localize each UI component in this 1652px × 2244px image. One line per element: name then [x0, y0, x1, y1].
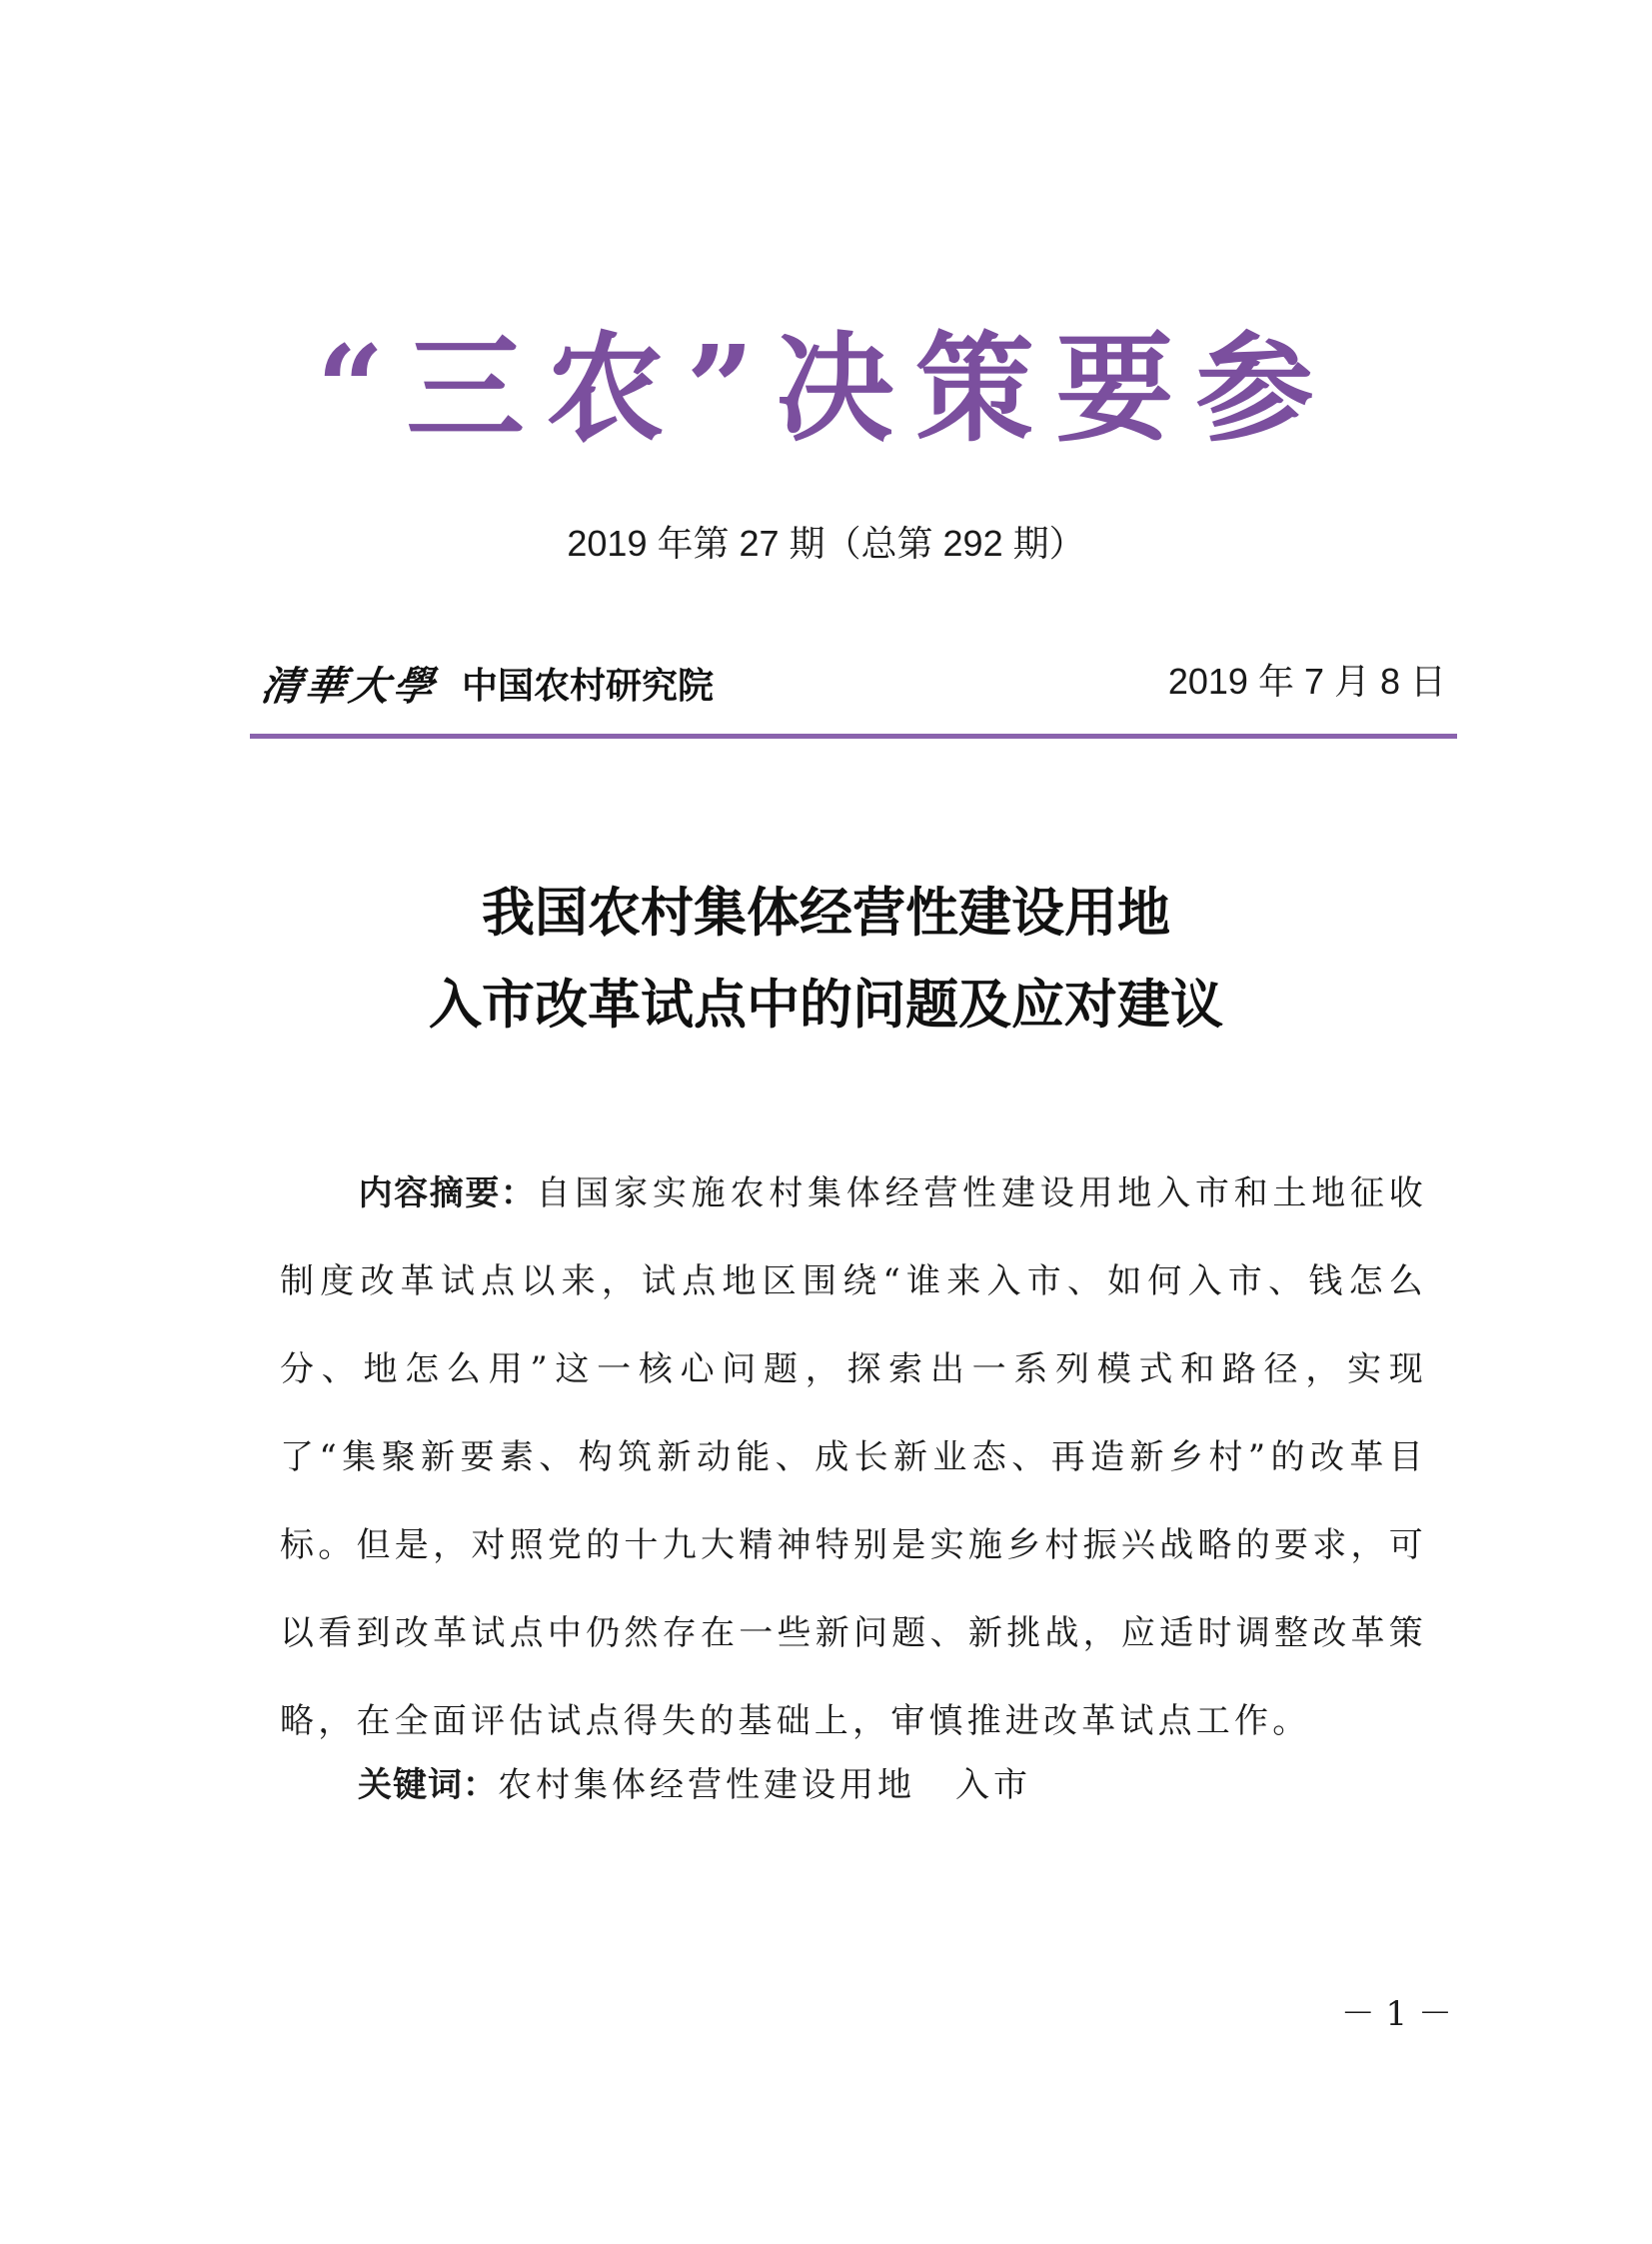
abstract-text: 自国家实施农村集体经营性建设用地入市和土地征收制度改革试点以来，试点地区围绕“谁来入市、如何入市、钱怎么分、地怎么用”这一核心问题，探索出一系列模式和路径，实现了“集聚新要素、构筑新动能、成长新业态、再造新乡村”的改革目标。但是，对照党的十九大精神特别是实施乡村振兴战略的要求，可以看到改革试点中仍然存在一些新问题、新挑战，应适时调整改革策略，在全面评估试点得失的基础上，审慎推进改革试点工作。 — [280, 1173, 1427, 1741]
institute-name: 中国农村研究院 — [462, 664, 715, 707]
header-divider — [250, 734, 1457, 739]
issue-number: 2019 年第 27 期（总第 292 期） — [567, 523, 1085, 564]
article-title-line-2: 入市改革试点中的问题及应对建议 — [429, 975, 1223, 1036]
abstract-label: 内容摘要： — [358, 1173, 537, 1213]
article-title — [0, 868, 1652, 1052]
article-title-line-1: 我国农村集体经营性建设用地 — [482, 883, 1170, 944]
abstract — [280, 1149, 1427, 1765]
publish-date: 2019 年 7 月 8 日 — [1167, 661, 1446, 702]
keywords-label: 关键词： — [358, 1765, 498, 1805]
keywords — [358, 1761, 1031, 1809]
publisher-block — [258, 660, 715, 710]
keyword-item: 农村集体经营性建设用地 — [498, 1765, 915, 1805]
page-number: － 1 － — [1340, 1994, 1452, 2034]
journal-title: “三农”决策要参 — [316, 319, 1336, 458]
keyword-item: 入市 — [955, 1765, 1031, 1805]
university-logo: 清華大學 — [258, 662, 441, 710]
